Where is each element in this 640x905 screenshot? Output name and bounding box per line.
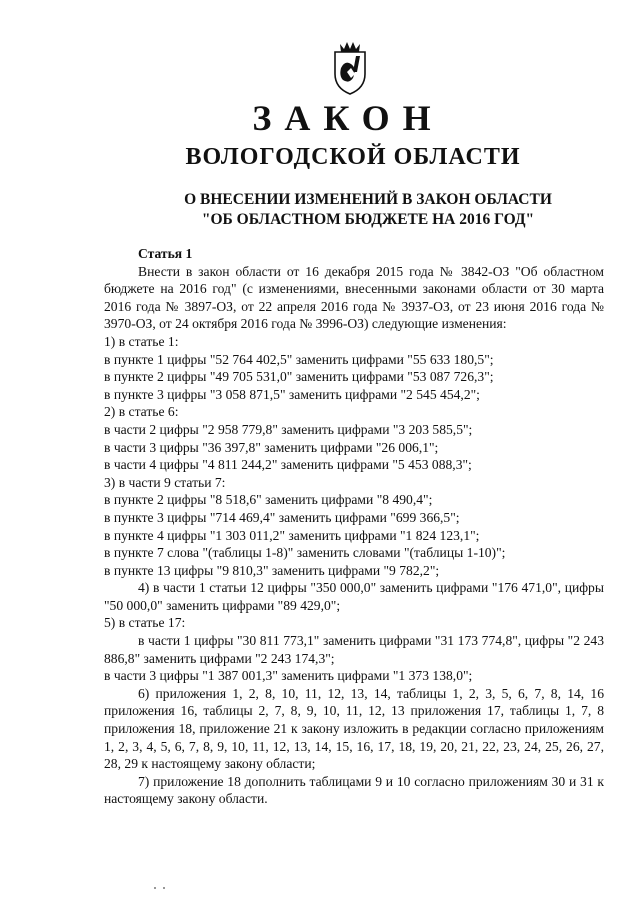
list-item: 7) приложение 18 дополнить таблицами 9 и 10 согласно приложениям 30 и 31 к настоящему закону области. [104,773,604,807]
list-item: 5) в статье 17: [104,615,186,631]
law-title: ЗАКОН [252,98,444,138]
list-item: в пункте 2 цифры "49 705 531,0" заменить цифрами "53 087 726,3"; [104,369,494,385]
list-item: в пункте 2 цифры "8 518,6" заменить цифрами "8 490,4"; [104,492,433,508]
article-intro: Внести в закон области от 16 декабря 2015 года № 3842-ОЗ "Об областном бюджете на 2016 год" (с изменениями, внесенными законами области от 30 марта 2016 года № 3897-ОЗ, от 22 апреля 2016 года № 3937-ОЗ, от 23 июня 2016 года № 3970-ОЗ, от 24 октября 2016 года № 3996-ОЗ) следующие изменения: [104,263,604,332]
list-item: в пункте 3 цифры "714 469,4" заменить цифрами "699 366,5"; [104,509,460,525]
list-item: в части 4 цифры "4 811 244,2" заменить цифрами "5 453 088,3"; [104,457,472,473]
list-item: в пункте 1 цифры "52 764 402,5" заменить цифрами "55 633 180,5"; [104,351,494,367]
subject-line-2: "ОБ ОБЛАСТНОМ БЮДЖЕТЕ НА 2016 ГОД" [201,211,535,228]
list-item: в пункте 4 цифры "1 303 011,2" заменить цифрами "1 824 123,1"; [104,527,480,543]
article-body [104,245,604,808]
list-item: 1) в статье 1: [104,333,179,349]
list-item: в пункте 3 цифры "3 058 871,5" заменить цифрами "2 545 454,2"; [104,386,480,402]
list-item: в части 1 цифры "30 811 773,1" заменить цифрами "31 173 774,8", цифры "2 243 886,8" заменить цифрами "2 243 174,3"; [104,633,604,666]
coat-of-arms-icon [327,38,373,96]
amendment-list [104,333,604,808]
list-item: в части 2 цифры "2 958 779,8" заменить цифрами "3 203 585,5"; [104,421,473,437]
list-item: в пункте 13 цифры "9 810,3" заменить цифрами "9 782,2"; [104,562,440,578]
list-item: 4) в части 1 статьи 12 цифры "350 000,0" заменить цифрами "176 471,0", цифры "50 000,0" заменить цифрами "89 429,0"; [104,580,604,613]
list-item: 6) приложения 1, 2, 8, 10, 11, 12, 13, 14, таблицы 1, 2, 3, 5, 6, 7, 8, 14, 16 приложения 16, таблицы 2, 7, 8, 9, 10, 11, 12, 13 приложения 17, таблицы 1, 7, 8 приложения 18, приложение 21 к закону изложить в редакции согласно приложениям 1, 2, 3, 4, 5, 6, 7, 8, 9, 10, 11, 12, 13, 14, 15, 16, 17, 18, 19, 20, 21, 22, 23, 24, 25, 26, 27, 28, 29 к настоящему закону области; [104,685,604,772]
list-item: в части 3 цифры "36 397,8" заменить цифрами "26 006,1"; [104,439,439,455]
article-heading: Статья 1 [138,246,193,261]
list-item: 3) в части 9 статьи 7: [104,474,226,490]
law-subject [0,190,640,230]
list-item: 2) в статье 6: [104,404,179,420]
scan-mark [152,886,170,890]
list-item: в части 3 цифры "1 387 001,3" заменить цифрами "1 373 138,0"; [104,668,473,684]
list-item: в пункте 7 слова "(таблицы 1-8)" заменить словами "(таблицы 1-10)"; [104,545,506,561]
region-title: ВОЛОГОДСКОЙ ОБЛАСТИ [185,144,521,170]
subject-line-1: О ВНЕСЕНИИ ИЗМЕНЕНИЙ В ЗАКОН ОБЛАСТИ [184,191,552,208]
